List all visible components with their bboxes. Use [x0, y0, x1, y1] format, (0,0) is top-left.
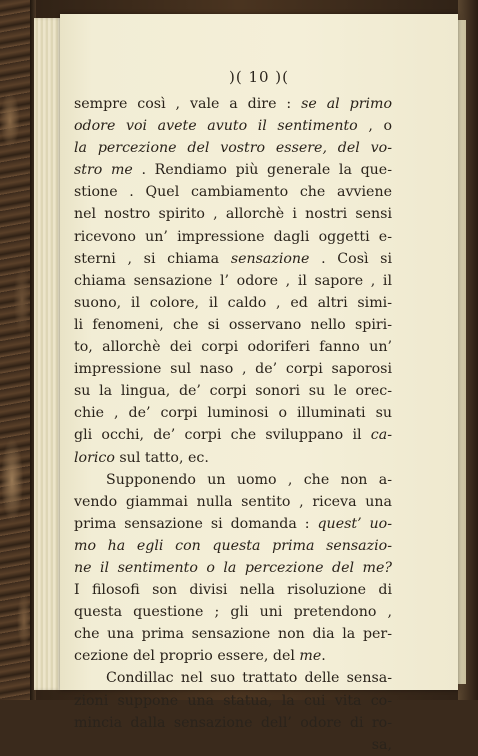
- text-line: [74, 159, 392, 181]
- text-line: [74, 270, 392, 292]
- text-line: [74, 579, 392, 601]
- text-line: [74, 469, 392, 491]
- text-segment: impressione sul naso , de’ corpi saporosi: [74, 361, 392, 378]
- text-segment: to, allorchè dei corpi odoriferi fanno un’: [74, 339, 392, 356]
- text-segment: su la lingua, de’ corpi sonori su le orec-: [74, 383, 392, 400]
- text-segment: nel nostro spirito , allorchè i nostri sensi: [74, 206, 392, 223]
- text-segment: , o: [357, 118, 392, 135]
- text-line: [74, 137, 392, 159]
- text-line: [74, 314, 392, 336]
- text-line: [74, 601, 392, 623]
- italic-text: se al primo: [301, 96, 393, 112]
- italic-text: lorico: [74, 449, 115, 466]
- text-segment: che una prima sensazione non dia la per-: [74, 626, 392, 643]
- text-segment: vendo giammai nulla sentito , riceva una: [74, 493, 392, 510]
- text-segment: I filosofi son divisi nella risoluzione di: [74, 582, 392, 599]
- text-segment: . Rendiamo più generale la que-: [132, 162, 392, 179]
- marbled-binding: [0, 0, 34, 700]
- text-line: [74, 358, 392, 380]
- text-line: [74, 623, 392, 645]
- text-line: [74, 535, 392, 557]
- text-segment: zioni suppone una statua, la cui vita co-: [74, 692, 392, 709]
- text-segment: Supponendo un uomo , che non a-: [106, 471, 392, 488]
- text-line: [74, 248, 392, 270]
- text-segment: gli occhi, de’ corpi che sviluppano il: [74, 427, 371, 444]
- text-line: [74, 380, 392, 402]
- text-segment: cezione del proprio essere, del: [74, 648, 300, 665]
- text-line: [74, 447, 392, 469]
- text-line: [74, 712, 392, 734]
- text-segment: chie , de’ corpi luminosi o illuminati su: [74, 405, 392, 422]
- text-line: [74, 513, 392, 535]
- text-line: [74, 557, 392, 579]
- italic-text: odore voi avete avuto il sentimento: [74, 118, 358, 135]
- text-line: [74, 667, 392, 689]
- text-segment: . Così si: [309, 250, 392, 267]
- text-segment: suono, il colore, il caldo , ed altri simi-: [74, 294, 392, 311]
- italic-text: ne il sentimento o la percezione del me?: [74, 559, 392, 576]
- italic-text: sensazione: [230, 250, 310, 267]
- text-line: [74, 402, 392, 424]
- italic-text: stro me: [74, 162, 133, 179]
- text-segment: sempre così , vale a dire :: [74, 96, 302, 112]
- text-segment: sa,: [371, 736, 392, 753]
- text-line: [74, 181, 392, 203]
- text-segment: questa questione ; gli uni pretendono ,: [74, 604, 392, 621]
- text-line: [74, 203, 392, 225]
- text-segment: ricevono un’ impressione dagli oggetti e-: [74, 228, 392, 245]
- text-line: [74, 115, 392, 137]
- italic-text: me: [299, 648, 322, 665]
- text-line: [74, 226, 392, 248]
- text-segment: sterni , si chiama: [74, 250, 231, 267]
- text-segment: stione . Quel cambiamento che avviene: [74, 184, 392, 201]
- text-segment: .: [321, 648, 326, 665]
- text-line: [74, 292, 392, 314]
- italic-text: ca-: [370, 427, 392, 444]
- text-line: [74, 690, 392, 712]
- text-line: [74, 645, 392, 667]
- italic-text: mo ha egli con questa prima sensazio-: [74, 537, 392, 554]
- text-line: [74, 424, 392, 446]
- text-segment: chiama sensazione l’ odore , il sapore , il: [74, 272, 392, 289]
- text-line: [74, 93, 392, 115]
- page-body: [74, 93, 392, 756]
- page-header: )( 10 )(: [228, 68, 290, 86]
- text-segment: prima sensazione si domanda :: [74, 515, 318, 532]
- text-segment: mincia dalla sensazione dell’ odore di ro-: [74, 714, 392, 731]
- italic-text: quest’ uo-: [317, 515, 392, 532]
- text-line: [74, 491, 392, 513]
- text-segment: Condillac nel suo trattato delle sensa-: [106, 670, 392, 687]
- text-line: [74, 336, 392, 358]
- text-segment: sul tatto, ec.: [114, 449, 209, 466]
- text-segment: li fenomeni, che si osservano nello spiri-: [74, 316, 392, 333]
- italic-text: la percezione del vostro essere, del vo-: [74, 140, 392, 157]
- catchword: [74, 734, 392, 756]
